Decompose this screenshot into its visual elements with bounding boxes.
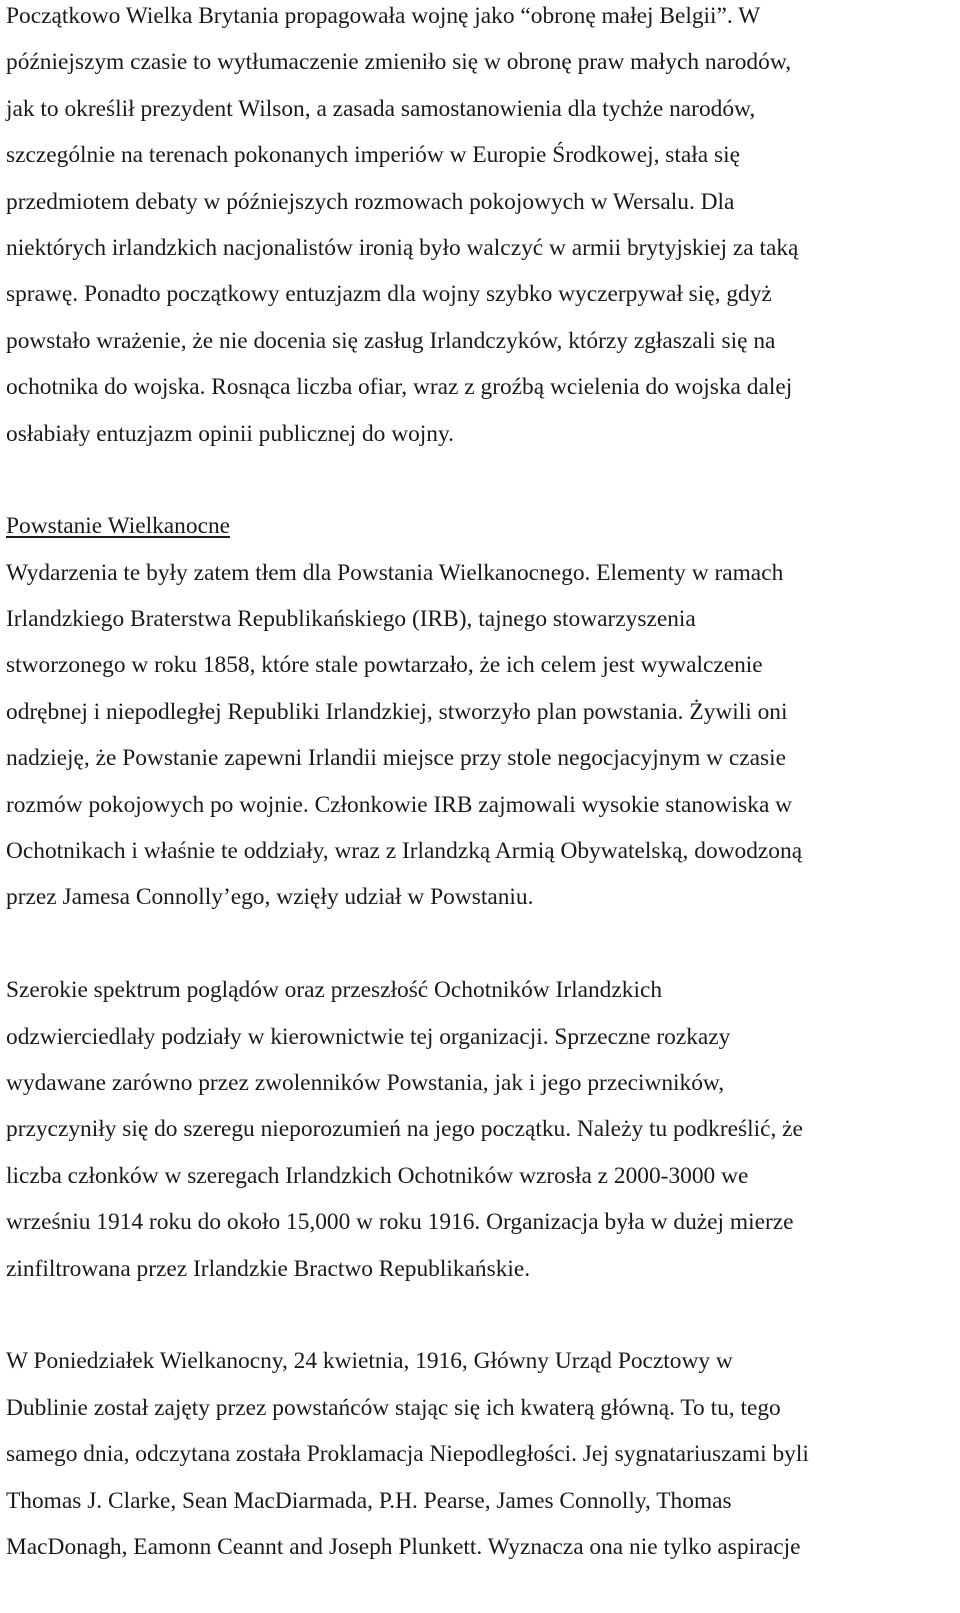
intro-line: przedmiotem debaty w późniejszych rozmowach pokojowych w Wersalu. Dla	[6, 188, 735, 215]
intro-line: późniejszym czasie to wytłumaczenie zmieniło się w obronę praw małych narodów,	[6, 49, 792, 76]
intro-line: szczególnie na terenach pokonanych imperiów w Europie Środkowej, stała się	[6, 142, 740, 169]
easter-line: odrębnej i niepodległej Republiki Irlandzkiej, stworzyło plan powstania. Żywili oni	[6, 698, 788, 725]
proclamation-line: MacDonagh, Eamonn Ceannt and Joseph Plunkett. Wyznacza ona nie tylko aspiracje	[6, 1533, 801, 1560]
easter-line: stworzonego w roku 1858, które stale powtarzało, że ich celem jest wywalczenie	[6, 652, 763, 679]
paragraph-spacer	[6, 921, 946, 967]
intro-paragraph	[6, 0, 946, 457]
volunteers-line: odzwierciedlały podziały w kierownictwie tej organizacji. Sprzeczne rozkazy	[6, 1023, 731, 1050]
intro-line: jak to określił prezydent Wilson, a zasada samostanowienia dla tychże narodów,	[6, 95, 756, 122]
proclamation-line: W Poniedziałek Wielkanocny, 24 kwietnia, 1916, Główny Urząd Pocztowy w	[6, 1348, 733, 1375]
volunteers-line: Szerokie spektrum poglądów oraz przeszłość Ochotników Irlandzkich	[6, 977, 663, 1004]
volunteers-line: zinfiltrowana przez Irlandzkie Bractwo Republikańskie.	[6, 1255, 531, 1282]
intro-line: powstało wrażenie, że nie docenia się zasług Irlandczyków, którzy zgłaszali się na	[6, 327, 776, 354]
volunteers-paragraph	[6, 967, 946, 1292]
proclamation-paragraph	[6, 1338, 946, 1570]
intro-line: sprawę. Ponadto początkowy entuzjazm dla wojny szybko wyczerpywał się, gdyż	[6, 281, 772, 308]
proclamation-line: Thomas J. Clarke, Sean MacDiarmada, P.H. Pearse, James Connolly, Thomas	[6, 1487, 732, 1514]
easter-line: przez Jamesa Connolly’ego, wzięły udział w Powstaniu.	[6, 884, 534, 911]
easter-line: rozmów pokojowych po wojnie. Członkowie IRB zajmowali wysokie stanowiska w	[6, 791, 793, 818]
paragraph-spacer	[6, 457, 946, 503]
proclamation-line: Dublinie został zajęty przez powstańców stając się ich kwaterą główną. To tu, tego	[6, 1394, 781, 1421]
intro-line: osłabiały entuzjazm opinii publicznej do wojny.	[6, 420, 454, 447]
intro-line: niektórych irlandzkich nacjonalistów ironią było walczyć w armii brytyjskiej za taką	[6, 234, 799, 261]
easter-line: Irlandzkiego Braterstwa Republikańskiego (IRB), tajnego stowarzyszenia	[6, 606, 696, 633]
easter-line: Ochotnikach i właśnie te oddziały, wraz z Irlandzką Armią Obywatelską, dowodzoną	[6, 838, 803, 865]
intro-line: Początkowo Wielka Brytania propagowała wojnę jako “obronę małej Belgii”. W	[6, 3, 761, 29]
section-heading-easter-rising: Powstanie Wielkanocne	[6, 513, 231, 540]
volunteers-line: przyczyniły się do szeregu nieporozumień na jego początku. Należy tu podkreślić, że	[6, 1116, 803, 1143]
intro-line: ochotnika do wojska. Rosnąca liczba ofiar, wraz z groźbą wcielenia do wojska dalej	[6, 374, 793, 401]
volunteers-line: liczba członków w szeregach Irlandzkich Ochotników wzrosła z 2000-3000 we	[6, 1162, 749, 1189]
paragraph-spacer	[6, 1292, 946, 1338]
document-page	[6, 0, 946, 1570]
volunteers-line: wydawane zarówno przez zwolenników Powstania, jak i jego przeciwników,	[6, 1070, 725, 1096]
easter-rising-paragraph	[6, 550, 946, 921]
proclamation-line: samego dnia, odczytana została Proklamacja Niepodległości. Jej sygnatariuszami byli	[6, 1441, 809, 1468]
volunteers-line: wrześniu 1914 roku do około 15,000 w roku 1916. Organizacja była w dużej mierze	[6, 1209, 794, 1236]
easter-line: Wydarzenia te były zatem tłem dla Powstania Wielkanocnego. Elementy w ramach	[6, 559, 784, 586]
easter-line: nadzieję, że Powstanie zapewni Irlandii miejsce przy stole negocjacyjnym w czasie	[6, 745, 787, 772]
